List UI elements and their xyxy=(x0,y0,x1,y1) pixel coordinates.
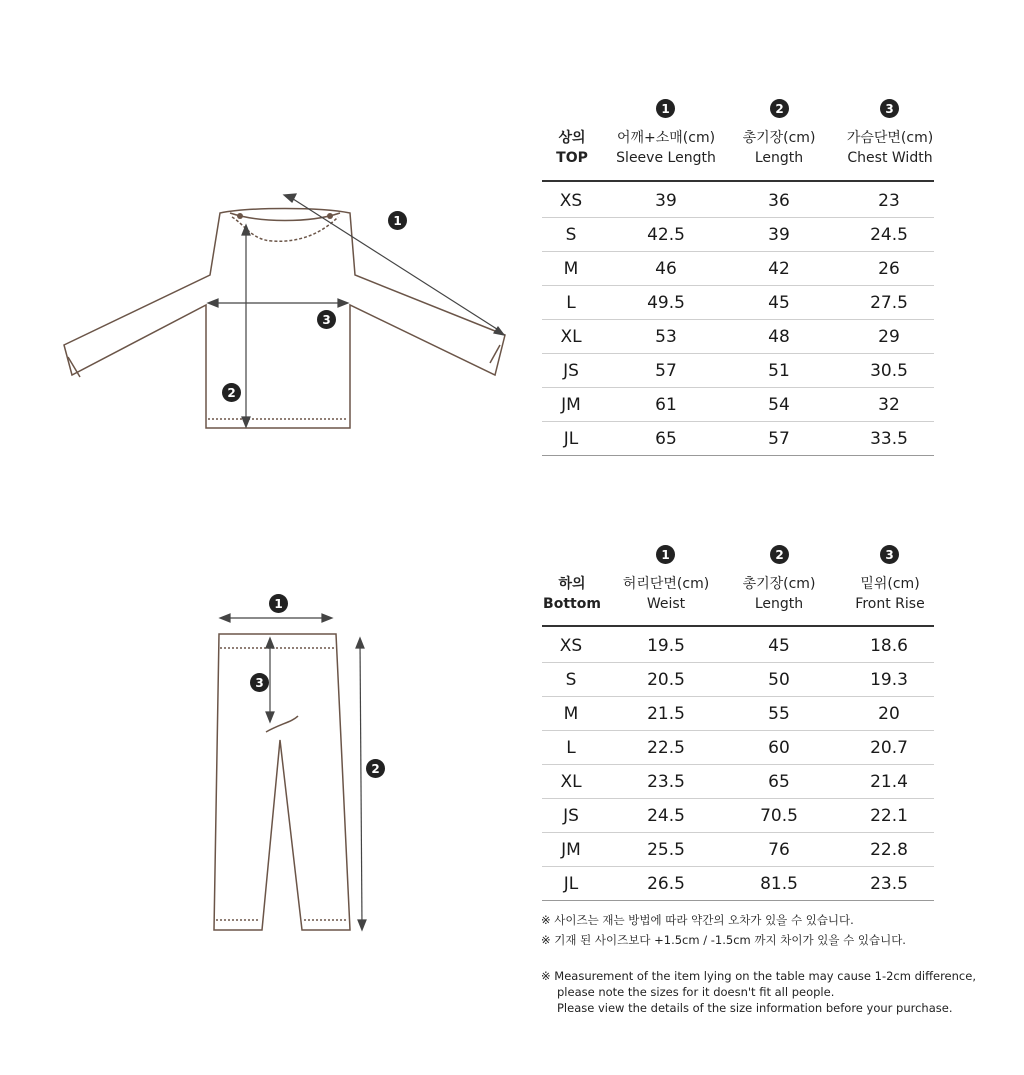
bottom-size-label: L xyxy=(566,738,576,758)
top-table-cell: 33.5 xyxy=(870,429,908,449)
bottom-category-ko: 하의 xyxy=(558,576,586,592)
bottom-category-en: Bottom xyxy=(543,596,601,612)
top-col1-ko: 어깨+소매(cm) xyxy=(616,130,716,146)
top-table-cell: 57 xyxy=(655,361,677,381)
bottom-size-label: JS xyxy=(563,806,579,826)
top-table-cell: 49.5 xyxy=(647,293,685,313)
top-row-divider xyxy=(542,353,934,354)
top-garment-icon xyxy=(60,185,520,435)
top-table-cell: 36 xyxy=(768,191,790,211)
top-size-label: M xyxy=(563,259,579,279)
top-table-cell: 39 xyxy=(768,225,790,245)
bottom-table-cell: 22.5 xyxy=(647,738,685,758)
bottom-row-divider xyxy=(542,696,934,697)
bottom-col2-header xyxy=(724,574,834,614)
top-table-cell: 32 xyxy=(878,395,900,415)
top-table-cell: 30.5 xyxy=(870,361,908,381)
bottom-col2-en: Length xyxy=(754,596,804,612)
top-col1-header xyxy=(601,128,731,168)
bottom-table-cell: 21.5 xyxy=(647,704,685,724)
bottom-row-divider xyxy=(542,764,934,765)
top-col3-ko: 가슴단면(cm) xyxy=(846,130,934,146)
bottom-table-cell: 20.5 xyxy=(647,670,685,690)
top-table-cell: 27.5 xyxy=(870,293,908,313)
bottom-diagram-label-3: 3 xyxy=(250,673,269,692)
note-en-3: Please view the details of the size information before your purchase. xyxy=(557,1001,953,1015)
top-table-cell: 39 xyxy=(655,191,677,211)
bottom-table-cell: 65 xyxy=(768,772,790,792)
bottom-col3-number: 3 xyxy=(880,545,899,564)
top-table-cell: 24.5 xyxy=(870,225,908,245)
bottom-table-cell: 23.5 xyxy=(647,772,685,792)
top-diagram-label-2: 2 xyxy=(222,383,241,402)
bottom-col1-ko: 허리단면(cm) xyxy=(622,576,710,592)
bottom-table-cell: 22.8 xyxy=(870,840,908,860)
bottom-size-label: M xyxy=(563,704,579,724)
bottom-table-cell: 45 xyxy=(768,636,790,656)
bottom-row-divider xyxy=(542,730,934,731)
bottom-table-cell: 20.7 xyxy=(870,738,908,758)
top-category-header xyxy=(540,128,604,168)
bottom-diagram-label-1: 1 xyxy=(269,594,288,613)
bottom-table-cell: 22.1 xyxy=(870,806,908,826)
top-size-label: JS xyxy=(563,361,579,381)
top-size-label: JL xyxy=(563,429,579,449)
top-table-cell: 45 xyxy=(768,293,790,313)
top-col3-en: Chest Width xyxy=(847,150,933,166)
note-ko-2: ※ 기재 된 사이즈보다 +1.5cm / -1.5cm 까지 차이가 있을 수 있습니다. xyxy=(541,933,906,947)
bottom-table-cell: 19.5 xyxy=(647,636,685,656)
top-table-cell: 48 xyxy=(768,327,790,347)
top-col2-number: 2 xyxy=(770,99,789,118)
bottom-col3-header xyxy=(825,574,955,614)
bottom-table-cell: 70.5 xyxy=(760,806,798,826)
top-table-cell: 23 xyxy=(878,191,900,211)
bottom-diagram-label-2: 2 xyxy=(366,759,385,778)
bottom-col2-number: 2 xyxy=(770,545,789,564)
top-size-label: JM xyxy=(561,395,581,415)
top-table-cell: 65 xyxy=(655,429,677,449)
top-table-cell: 54 xyxy=(768,395,790,415)
bottom-table-cell: 50 xyxy=(768,670,790,690)
top-table-cell: 29 xyxy=(878,327,900,347)
top-col2-ko: 총기장(cm) xyxy=(742,130,816,146)
note-en-2: please note the sizes for it doesn't fit all people. xyxy=(557,985,835,999)
top-table-cell: 42.5 xyxy=(647,225,685,245)
bottom-table-cell: 81.5 xyxy=(760,874,798,894)
bottom-table-cell: 20 xyxy=(878,704,900,724)
top-size-label: XL xyxy=(560,327,582,347)
top-diagram-label-3: 3 xyxy=(317,310,336,329)
bottom-row-divider xyxy=(542,900,934,901)
top-header-rule xyxy=(542,180,934,182)
bottom-table-cell: 21.4 xyxy=(870,772,908,792)
bottom-size-label: S xyxy=(565,670,577,690)
top-row-divider xyxy=(542,251,934,252)
bottom-table-cell: 76 xyxy=(768,840,790,860)
top-col2-en: Length xyxy=(754,150,804,166)
top-size-label: XS xyxy=(559,191,583,211)
top-row-divider xyxy=(542,285,934,286)
top-diagram-label-1: 1 xyxy=(388,211,407,230)
bottom-size-label: JM xyxy=(561,840,581,860)
bottom-col1-en: Weist xyxy=(646,596,686,612)
note-en-1: ※ Measurement of the item lying on the table may cause 1-2cm difference, xyxy=(541,969,976,983)
bottom-table-cell: 55 xyxy=(768,704,790,724)
bottom-table-cell: 25.5 xyxy=(647,840,685,860)
bottom-col1-header xyxy=(601,574,731,614)
bottom-row-divider xyxy=(542,832,934,833)
bottom-row-divider xyxy=(542,866,934,867)
bottom-table-cell: 26.5 xyxy=(647,874,685,894)
bottom-size-label: XL xyxy=(560,772,582,792)
top-size-label: S xyxy=(565,225,577,245)
top-row-divider xyxy=(542,455,934,456)
top-col2-header xyxy=(724,128,834,168)
top-size-label: L xyxy=(566,293,576,313)
top-table-cell: 46 xyxy=(655,259,677,279)
top-table-cell: 57 xyxy=(768,429,790,449)
bottom-row-divider xyxy=(542,798,934,799)
bottom-table-cell: 60 xyxy=(768,738,790,758)
top-row-divider xyxy=(542,217,934,218)
top-col1-en: Sleeve Length xyxy=(616,150,716,166)
note-ko-1: ※ 사이즈는 재는 방법에 따라 약간의 오차가 있을 수 있습니다. xyxy=(541,913,854,927)
bottom-category-header xyxy=(536,574,608,614)
bottom-col1-number: 1 xyxy=(656,545,675,564)
bottom-row-divider xyxy=(542,662,934,663)
bottom-size-label: JL xyxy=(563,874,579,894)
top-col3-header xyxy=(825,128,955,168)
top-table-cell: 26 xyxy=(878,259,900,279)
top-table-cell: 42 xyxy=(768,259,790,279)
top-table-cell: 51 xyxy=(768,361,790,381)
bottom-table-cell: 24.5 xyxy=(647,806,685,826)
bottom-table-cell: 23.5 xyxy=(870,874,908,894)
bottom-col2-ko: 총기장(cm) xyxy=(742,576,816,592)
bottom-size-label: XS xyxy=(559,636,583,656)
bottom-table-cell: 19.3 xyxy=(870,670,908,690)
top-table-cell: 53 xyxy=(655,327,677,347)
top-row-divider xyxy=(542,319,934,320)
top-row-divider xyxy=(542,421,934,422)
top-row-divider xyxy=(542,387,934,388)
top-col1-number: 1 xyxy=(656,99,675,118)
top-table-cell: 61 xyxy=(655,395,677,415)
top-col3-number: 3 xyxy=(880,99,899,118)
bottom-header-rule xyxy=(542,625,934,627)
bottom-col3-en: Front Rise xyxy=(855,596,925,612)
top-category-ko: 상의 xyxy=(558,130,586,146)
bottom-table-cell: 18.6 xyxy=(870,636,908,656)
top-category-en: TOP xyxy=(556,150,588,166)
bottom-col3-ko: 밑위(cm) xyxy=(860,576,920,592)
